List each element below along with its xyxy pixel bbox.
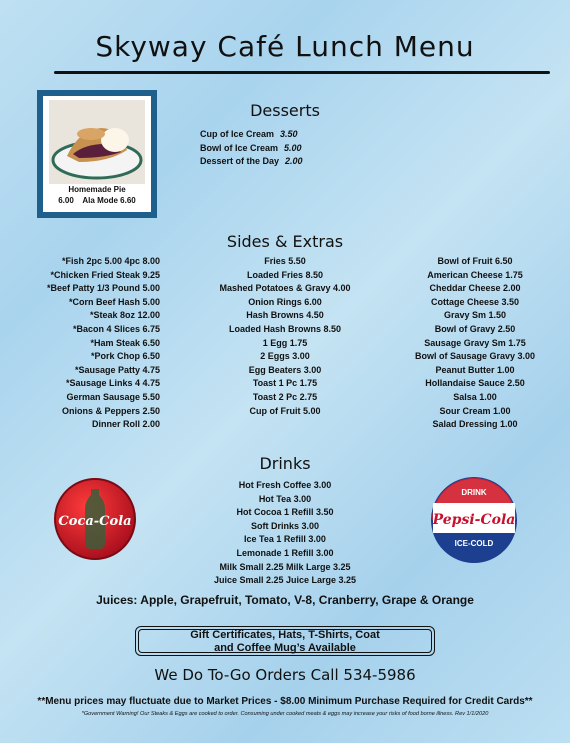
menu-item: *Bacon 4 Slices 6.75 <box>72 323 160 334</box>
svg-text:Coca-Cola: Coca-Cola <box>58 514 132 529</box>
menu-item: Egg Beaters 3.00 <box>248 364 322 375</box>
menu-item: Lemonade 1 Refill 3.00 <box>236 547 334 558</box>
drinks-heading: Drinks <box>259 454 311 473</box>
menu-item: Dinner Roll 2.00 <box>91 419 160 430</box>
svg-text:ICE-COLD: ICE-COLD <box>454 539 494 548</box>
gift-line-2: and Coffee Mug’s Available <box>214 642 356 654</box>
desserts-heading: Desserts <box>250 101 320 120</box>
menu-item: Juice Small 2.25 Juice Large 3.25 <box>213 575 357 586</box>
menu-item: Sausage Gravy Sm 1.75 <box>424 337 526 348</box>
menu-item: Bowl of Fruit 6.50 <box>437 256 513 266</box>
pie-caption-price: 6.00 Ala Mode 6.60 <box>58 196 136 205</box>
menu-item: Salad Dressing 1.00 <box>432 419 518 430</box>
menu-item: Cup of Fruit 5.00 <box>249 405 321 416</box>
menu-item: Peanut Butter 1.00 <box>435 364 515 375</box>
menu-item: Hot Fresh Coffee 3.00 <box>238 480 332 490</box>
dessert-item: Bowl of Ice Cream 5.00 <box>200 142 302 153</box>
menu-item: Onions & Peppers 2.50 <box>61 405 160 416</box>
menu-title: Skyway Café Lunch Menu <box>95 30 475 63</box>
menu-item: *Sausage Patty 4.75 <box>74 364 160 375</box>
menu-item: 2 Eggs 3.00 <box>260 351 310 362</box>
menu-item: *Beef Patty 1/3 Pound 5.00 <box>46 283 160 294</box>
menu-item: *Pork Chop 6.50 <box>90 351 160 362</box>
menu-item: Hollandaise Sauce 2.50 <box>425 378 525 389</box>
drinks-list <box>170 479 400 588</box>
sides-middle-column <box>195 255 375 418</box>
pie-caption <box>43 184 151 206</box>
pie-caption-name: Homemade Pie <box>68 185 126 194</box>
sides-right-column <box>395 255 555 432</box>
svg-text:DRINK: DRINK <box>461 488 487 497</box>
menu-item: Bowl of Gravy 2.50 <box>434 323 516 334</box>
menu-item: Bowl of Sausage Gravy 3.00 <box>414 351 536 362</box>
dessert-item: Cup of Ice Cream 3.50 <box>200 129 298 139</box>
menu-item: Soft Drinks 3.00 <box>250 520 320 531</box>
menu-item: Mashed Potatoes & Gravy 4.00 <box>219 283 351 294</box>
sides-heading: Sides & Extras <box>226 232 344 251</box>
menu-item: Ice Tea 1 Refill 3.00 <box>244 534 326 545</box>
menu-item: Cottage Cheese 3.50 <box>430 296 520 307</box>
menu-item: Fries 5.50 <box>264 256 306 266</box>
menu-item: German Sausage 5.50 <box>66 391 160 402</box>
menu-item: *Ham Steak 6.50 <box>90 337 160 348</box>
menu-item: Hash Browns 4.50 <box>246 310 324 321</box>
price-disclaimer: **Menu prices may fluctuate due to Market Prices - $8.00 Minimum Purchase Required for Credit Cards** <box>37 696 533 707</box>
dessert-item: Dessert of the Day 2.00 <box>200 156 303 167</box>
menu-item: Gravy Sm 1.50 <box>443 310 507 321</box>
desserts-list <box>200 128 303 169</box>
coca-cola-logo-icon <box>53 477 137 561</box>
menu-item: *Sausage Links 4 4.75 <box>65 378 160 389</box>
menu-item: Loaded Fries 8.50 <box>246 269 324 280</box>
gift-certificates-box <box>135 626 435 656</box>
menu-item: Hot Tea 3.00 <box>258 493 312 504</box>
menu-item: Hot Cocoa 1 Refill 3.50 <box>236 507 334 518</box>
menu-item: Toast 2 Pc 2.75 <box>252 391 318 402</box>
pepsi-cola-logo-icon <box>429 475 519 565</box>
menu-item: Milk Small 2.25 Milk Large 3.25 <box>219 561 351 572</box>
menu-item: 1 Egg 1.75 <box>262 337 308 348</box>
juices-list: Juices: Apple, Grapefruit, Tomato, V-8, Cranberry, Grape & Orange <box>96 593 474 607</box>
menu-item: *Steak 8oz 12.00 <box>89 310 160 321</box>
title-divider <box>54 71 550 74</box>
menu-item: *Corn Beef Hash 5.00 <box>68 296 160 307</box>
government-warning: *Government Warning! Our Steaks & Eggs are cooked to order. Consuming under cooked meats & eggs may increase your risks of food borne illness. Rev 1/1/2020 <box>81 711 489 717</box>
menu-item: Toast 1 Pc 1.75 <box>252 378 318 389</box>
menu-item: Salsa 1.00 <box>453 391 497 402</box>
menu-item: Cheddar Cheese 2.00 <box>429 283 521 294</box>
menu-item: Loaded Hash Browns 8.50 <box>228 323 342 334</box>
gift-line-1: Gift Certificates, Hats, T-Shirts, Coat <box>190 629 380 641</box>
menu-item: Sour Cream 1.00 <box>439 405 511 416</box>
menu-item: Onion Rings 6.00 <box>248 296 322 307</box>
menu-item: American Cheese 1.75 <box>427 269 523 280</box>
to-go-orders: We Do To-Go Orders Call 534-5986 <box>154 666 416 684</box>
svg-text:Pepsi-Cola: Pepsi-Cola <box>432 512 516 528</box>
menu-item: *Fish 2pc 5.00 4pc 8.00 <box>61 256 160 266</box>
sides-left-column <box>10 255 160 432</box>
menu-item: *Chicken Fried Steak 9.25 <box>50 269 160 280</box>
